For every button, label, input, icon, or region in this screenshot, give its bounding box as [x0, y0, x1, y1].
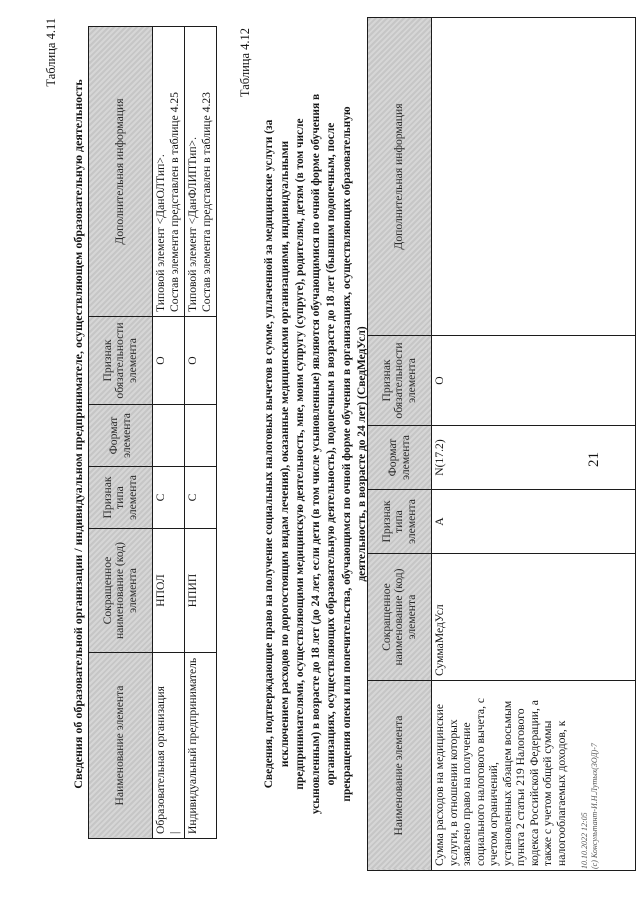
cell-name: [153, 653, 185, 839]
cell-short: НПОЛ: [153, 529, 185, 653]
cell-format: [153, 405, 185, 467]
header-type: Признак типа элемента: [89, 467, 153, 529]
cell-format: N(17.2): [432, 426, 636, 490]
cell-info: [153, 27, 185, 317]
table-row: [153, 27, 185, 839]
caption-line: прекращения опеки или попечительства, обучающимся по очной форме обучения в организациях, осуществляющих образовательную: [340, 106, 353, 802]
header-format: Формат элемента: [89, 405, 153, 467]
cell-info-line: Типовой элемент <ДанФЛИПТип>.: [186, 137, 199, 312]
caption-line: Сведения, подтверждающие право на получение социальных налоговых вычетов в сумме, уплаченной за медицинские услуги (за: [263, 119, 275, 789]
cell-info: [432, 18, 636, 336]
table-4-11-caption: Сведения об образовательной организации / индивидуальном предпринимателе, осуществляющем образовательную деятельность: [71, 79, 85, 789]
table-4-11: [88, 26, 217, 839]
header-name: Наименование элемента: [89, 653, 153, 839]
cell-name: Сумма расходов на медицинские услуги, в отношении которых заявлено право на получение социального налогового вычета, с учетом ограничений, установленных абзацем восьмым пункта 2 статьи 219 Налогового кодекса Российской Федерации, а также с учетом общей суммы налогооблагаемых доходов, к: [432, 681, 636, 871]
cell-name: [185, 653, 217, 839]
header-format: Формат элемента: [368, 426, 432, 490]
print-stamp: [580, 743, 599, 869]
table-4-12-label: Таблица 4.12: [238, 28, 252, 98]
table-header-row: [89, 27, 153, 839]
header-type: Признак типа элемента: [368, 490, 432, 554]
header-short: Сокращенное наименование (код) элемента: [368, 554, 432, 681]
table-4-12-caption: [262, 39, 371, 869]
cell-required: О: [185, 317, 217, 405]
cell-info-line: Состав элемента представлен в таблице 4.25: [167, 92, 181, 312]
header-info: Дополнительная информация: [368, 18, 432, 336]
table-row: [432, 18, 636, 871]
cell-info-line: Типовой элемент <ДанОЛТип>.: [154, 154, 167, 312]
cell-short: СуммаМедУсл: [432, 554, 636, 681]
cell-name-mark: |: [167, 831, 181, 834]
cell-required: О: [432, 336, 636, 426]
cell-name-text: Образовательная организация: [154, 686, 167, 834]
stamp-source: (c) Консультант-И.Н.Лутых(ЗОД)-7: [589, 743, 599, 869]
header-name: Наименование элемента: [368, 681, 432, 871]
table-header-row: [368, 18, 432, 871]
cell-info: [185, 27, 217, 317]
cell-info-line: Состав элемента представлен в таблице 4.23: [199, 92, 213, 312]
caption-line: предпринимателями, осуществляющими медицинскую деятельность, мне, моим супругу (супруге), родителям, детям (в том числе: [294, 118, 306, 790]
header-short: Сокращенное наименование (код) элемента: [89, 529, 153, 653]
caption-line: организациях, осуществляющих образовательную деятельность), подопечным в возрасте до 18 лет (бывшим подопечным, после: [325, 122, 337, 786]
caption-line: исключением расходов по дорогостоящим видам лечения), оказанные медицинскими организациями, индивидуальными: [278, 140, 291, 768]
cell-required: О: [153, 317, 185, 405]
caption-line: деятельность, в возрасте до 24 лет) (СведМедУсл): [356, 326, 368, 582]
caption-line: усыновленным) в возрасте до 18 лет (до 24 лет, если дети (в том числе усыновленные) являются обучающимися по очной форме обучения в: [309, 93, 322, 815]
cell-type: С: [153, 467, 185, 529]
header-required: Признак обязательности элемента: [368, 336, 432, 426]
cell-type: С: [185, 467, 217, 529]
header-info: Дополнительная информация: [89, 27, 153, 317]
cell-format: [185, 405, 217, 467]
stamp-date: 10.10.2022 12:05: [580, 812, 589, 869]
table-4-11-label: Таблица 4.11: [44, 18, 58, 87]
cell-short: НПИП: [185, 529, 217, 653]
table-row: [185, 27, 217, 839]
cell-type: А: [432, 490, 636, 554]
cell-name-text: Индивидуальный предприниматель: [186, 657, 199, 834]
page-number: 21: [586, 452, 602, 467]
header-required: Признак обязательности элемента: [89, 317, 153, 405]
